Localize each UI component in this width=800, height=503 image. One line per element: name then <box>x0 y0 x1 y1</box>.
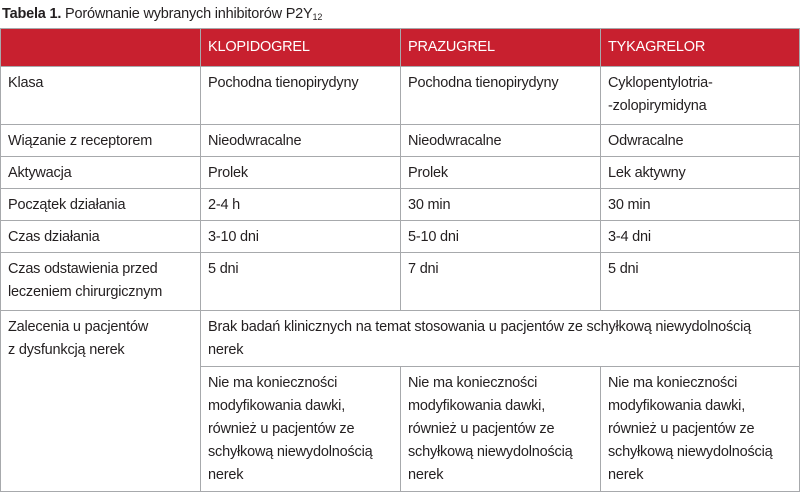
table-cell: Prolek <box>401 157 601 189</box>
header-row <box>1 29 800 67</box>
table-cell: Odwracalne <box>601 125 800 157</box>
table-cell: Nieodwracalne <box>201 125 401 157</box>
comparison-table <box>0 28 800 492</box>
table-row <box>1 311 800 367</box>
table-cell: 30 min <box>401 189 601 221</box>
table-cell: Cyklopentylotria- -zolopirymidyna <box>601 67 800 125</box>
table-row <box>1 67 800 125</box>
table-cell: Nie ma konieczności modyfikowania dawki, również u pacjentów ze schyłkową niewydolnością nerek <box>401 367 601 492</box>
table-cell: Prolek <box>201 157 401 189</box>
row-label: Wiązanie z receptorem <box>1 125 201 157</box>
table-cell: 2-4 h <box>201 189 401 221</box>
table-row <box>1 221 800 253</box>
table-caption <box>0 0 800 28</box>
header-cell-tykagrelor: TYKAGRELOR <box>601 29 800 67</box>
table-cell: Nieodwracalne <box>401 125 601 157</box>
row-label: Początek działania <box>1 189 201 221</box>
table-cell: Pochodna tienopirydyny <box>201 67 401 125</box>
table-cell: 30 min <box>601 189 800 221</box>
table-cell: Lek aktywny <box>601 157 800 189</box>
table-cell: Nie ma konieczności modyfikowania dawki, również u pacjentów ze schyłkową niewydolnością nerek <box>601 367 800 492</box>
table-cell: 5-10 dni <box>401 221 601 253</box>
row-label: Klasa <box>1 67 201 125</box>
table-row <box>1 253 800 311</box>
table-cell: Nie ma konieczności modyfikowania dawki, również u pacjentów ze schyłkową niewydolnością nerek <box>201 367 401 492</box>
caption-subscript: 12 <box>312 12 323 22</box>
caption-text: Porównanie wybranych inhibitorów P2Y <box>65 6 313 22</box>
table-cell: Pochodna tienopirydyny <box>401 67 601 125</box>
table-cell: 5 dni <box>601 253 800 311</box>
row-label: Zalecenia u pacjentów z dysfunkcją nerek <box>1 311 201 492</box>
row-label: Aktywacja <box>1 157 201 189</box>
caption-prefix: Tabela 1. <box>2 6 62 22</box>
table-row <box>1 125 800 157</box>
table-cell: 7 dni <box>401 253 601 311</box>
table-row <box>1 157 800 189</box>
row-label: Czas działania <box>1 221 201 253</box>
table-cell: 5 dni <box>201 253 401 311</box>
row-label: Czas odstawienia przed leczeniem chirurgicznym <box>1 253 201 311</box>
shared-note-cell: Brak badań klinicznych na temat stosowania u pacjentów ze schyłkową niewydolnością nerek <box>201 311 800 367</box>
header-cell-empty <box>1 29 201 67</box>
table-cell: 3-4 dni <box>601 221 800 253</box>
header-cell-klopidogrel: KLOPIDOGREL <box>201 29 401 67</box>
table-cell: 3-10 dni <box>201 221 401 253</box>
header-cell-prazugrel: PRAZUGREL <box>401 29 601 67</box>
table-row <box>1 189 800 221</box>
